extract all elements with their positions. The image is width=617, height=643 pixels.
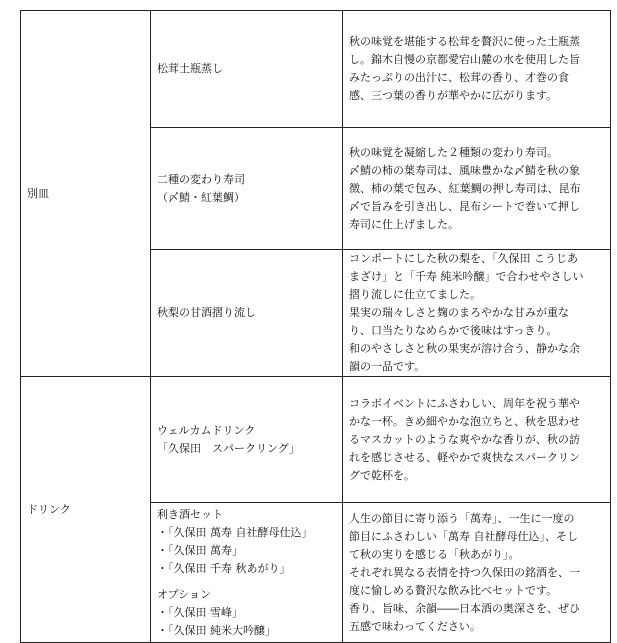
description-line: 秋の味覚を凝縮した２種類の変わり寿司。 <box>349 145 558 159</box>
description-cell <box>343 128 611 250</box>
item-subtitle: （〆鯖・紅葉鯛） <box>157 190 245 204</box>
list-item: ・「久保田 萬寿 自社酵母仕込」 <box>157 525 313 539</box>
description-line: 果実の瑞々しさと麹のまろやかな甘みが重な <box>349 306 569 319</box>
description-line: 〆で旨みを引き出し、昆布シートで巻いて押し <box>349 199 580 213</box>
description-cell <box>343 377 611 503</box>
description-line: グで乾杯を。 <box>349 468 415 482</box>
description-cell <box>343 11 611 128</box>
list-item: ・「久保田 純米大吟醸」 <box>157 623 276 637</box>
description-cell <box>343 250 611 377</box>
table-row <box>21 377 611 503</box>
item-name: 松茸土瓶蒸し <box>157 62 223 75</box>
description-line: 香り、旨味、余韻――日本酒の奥深さを、ぜひ <box>349 601 580 615</box>
description-line: 節目にふさわしい「萬寿 自社酵母仕込」、そし <box>349 529 578 543</box>
description-line: 摺り流しに仕立てました。 <box>349 288 481 301</box>
option-heading: オプション <box>157 587 212 601</box>
description-line: 寿司に仕上げました。 <box>349 217 459 231</box>
description-line: 韻の一品です。 <box>349 360 426 373</box>
description-line: みたっぷりの出汁に、松茸の香り、才巻の食 <box>349 71 569 84</box>
description-line: 〆鯖の柿の葉寿司は、風味豊かな〆鯖を秋の象 <box>349 163 580 177</box>
description-line: し。錦木自慢の京都愛宕山麓の水を使用した旨 <box>349 53 580 66</box>
list-item: ・「久保田 萬寿」 <box>157 543 243 557</box>
item-name-cell <box>151 503 343 643</box>
item-name: 二種の変わり寿司 <box>157 172 245 186</box>
menu-table <box>20 10 611 643</box>
description-line: り、口当たりなめらかで後味はすっきり。 <box>349 324 558 337</box>
description-line: 感、三つ葉の香りが華やかに広がります。 <box>349 89 558 102</box>
spacer <box>157 578 336 586</box>
category-cell <box>21 377 151 643</box>
item-name: 利き酒セット <box>157 507 223 521</box>
list-item: ・「久保田 千寿 秋あがり」 <box>157 561 291 575</box>
description-line: て秋の実りを感じる「秋あがり」。 <box>349 547 520 561</box>
description-line: 度に愉しめる贅沢な飲み比べセットです。 <box>349 583 558 597</box>
description-line: コラボイベントにふさわしい、周年を祝う華や <box>349 396 580 410</box>
description-line: コンポートにした秋の梨を、「久保田 こうじあ <box>349 252 578 265</box>
description-line: 人生の節目に寄り添う「萬寿」、一生に一度の <box>349 511 575 525</box>
description-cell <box>343 503 611 643</box>
item-subtitle: 「久保田 スパークリング」 <box>157 441 300 455</box>
category-label: 別皿 <box>27 186 49 200</box>
description-line: 徴、柿の葉で包み、紅葉鯛の押し寿司は、昆布 <box>349 181 581 195</box>
item-name: ウェルカムドリンク <box>157 423 256 437</box>
item-name-cell <box>151 128 343 250</box>
item-name-cell <box>151 11 343 128</box>
item-name-cell <box>151 377 343 503</box>
description-line: るマスカットのような爽やかな香りが、秋の訪 <box>349 432 580 446</box>
description-line: 和のやさしさと秋の果実が溶け合う、静かな余 <box>349 342 580 355</box>
list-item: ・「久保田 雪峰」 <box>157 605 243 619</box>
item-name: 秋梨の甘酒摺り流し <box>157 306 256 319</box>
category-label: ドリンク <box>27 502 71 516</box>
description-line: れを感じさせる、軽やかで爽快なスパークリン <box>349 450 580 464</box>
description-line: かな一杯。きめ細やかな泡立ちと、秋を思わせ <box>349 414 580 428</box>
item-name-cell <box>151 250 343 377</box>
description-line: それぞれ異なる表情を持つ久保田の銘酒を、一 <box>349 565 580 579</box>
description-line: 秋の味覚を堪能する松茸を贅沢に使った土瓶蒸 <box>349 35 580 48</box>
description-line: 五感で味わってください。 <box>349 619 481 633</box>
category-cell <box>21 11 151 377</box>
table-row <box>21 11 611 128</box>
description-line: まざけ」と「千寿 純米吟醸」で合わせやさしい <box>349 270 584 283</box>
